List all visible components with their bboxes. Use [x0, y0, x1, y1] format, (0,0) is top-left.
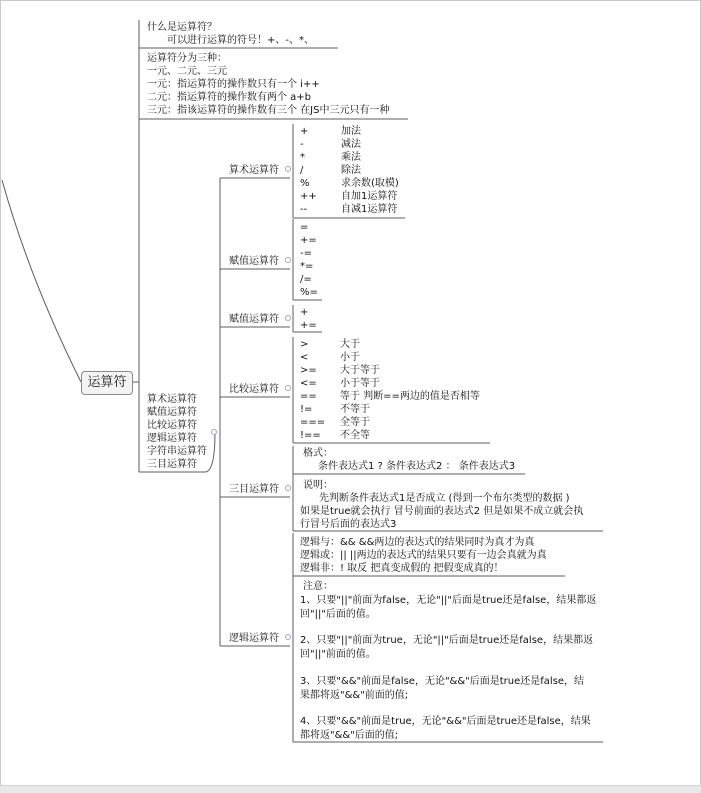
- collapse-dot-categories[interactable]: [211, 429, 217, 435]
- assign-op: /=: [300, 274, 312, 285]
- collapse-dot-ternary[interactable]: [285, 485, 291, 491]
- root-node[interactable]: 运算符: [81, 371, 133, 395]
- assign1-node[interactable]: 赋值运算符: [229, 256, 279, 267]
- compare-desc: 全等于: [340, 417, 370, 428]
- intro-kinds-4: 三元：指该运算符的操作数有三个 在JS中三元只有一种: [147, 105, 390, 116]
- compare-op: >: [300, 339, 309, 350]
- logic-note-line: 回"||"前面的值。: [300, 649, 376, 660]
- compare-desc: 大于等于: [340, 365, 380, 376]
- category-item[interactable]: 算术运算符: [147, 394, 197, 405]
- logic-node[interactable]: 逻辑运算符: [229, 633, 279, 644]
- arith-op: *: [300, 152, 305, 163]
- logic-note-line: 1、只要"||"前面为false，无论"||"后面是true还是false，结果都返: [300, 595, 597, 606]
- root-left-curve: [2, 180, 81, 382]
- arith-op: -: [300, 139, 304, 150]
- logic-note-line: 回"||"后面的值。: [300, 609, 376, 620]
- compare-desc: 小于: [340, 352, 360, 363]
- category-item[interactable]: 赋值运算符: [147, 407, 197, 418]
- logic-def-not: 逻辑非：! 取反 把真变成假的 把假变成真的！: [300, 563, 504, 574]
- intro-kinds-1: 一元、二元、三元: [147, 66, 227, 77]
- category-item[interactable]: 比较运算符: [147, 420, 197, 431]
- logic-note-line: 3、只要"&&"前面是false，无论"&&"后面是true还是false，结: [300, 676, 585, 687]
- ternary-node[interactable]: 三目运算符: [229, 484, 279, 495]
- arith-desc: 减法: [341, 139, 361, 150]
- logic-note-line: 都将返"&&"后面的值;: [300, 730, 399, 741]
- logic-note-line: 2、只要"||"前面为true，无论"||"后面是true还是false，结果都返: [300, 635, 594, 646]
- collapse-dot-logic[interactable]: [285, 634, 291, 640]
- compare-op: ==: [300, 391, 317, 402]
- arith-desc: 乘法: [341, 152, 361, 163]
- collapse-dot-compare[interactable]: [285, 385, 291, 391]
- assign-op: +: [300, 307, 309, 318]
- compare-op: <: [300, 352, 309, 363]
- category-item[interactable]: 逻辑运算符: [147, 433, 197, 444]
- category-item[interactable]: 字符串运算符: [147, 446, 207, 457]
- arith-desc: 自减1运算符: [341, 204, 398, 215]
- category-item[interactable]: 三目运算符: [147, 459, 197, 470]
- arith-op: --: [300, 204, 308, 215]
- intro-kinds-3: 二元：指运算符的操作数有两个 a+b: [147, 92, 312, 103]
- logic-def-or: 逻辑或：|| ||两边的表达式的结果只要有一边会真就为真: [300, 550, 547, 561]
- arith-desc: 加法: [341, 126, 361, 137]
- assign2-node[interactable]: 赋值运算符: [229, 314, 279, 325]
- ternary-format-text: 条件表达式1 ? 条件表达式2 ： 条件表达式3: [318, 461, 516, 472]
- arith-op: ++: [300, 191, 317, 202]
- logic-note-line: 果都将返"&&"前面的值;: [300, 690, 409, 701]
- compare-desc: 小于等于: [340, 378, 380, 389]
- assign-op: +=: [300, 320, 317, 331]
- assign-op: %=: [300, 287, 318, 298]
- intro-kinds-2: 一元：指运算符的操作数只有一个 i++: [147, 79, 320, 90]
- ternary-explain-title: 说明：: [303, 480, 333, 491]
- intro-what-title: 什么是运算符？: [147, 22, 217, 33]
- compare-op: !==: [300, 430, 321, 441]
- arith-node[interactable]: 算术运算符: [229, 165, 279, 176]
- compare-op: !=: [300, 404, 313, 415]
- collapse-dot-arith[interactable]: [285, 166, 291, 172]
- arith-desc: 自加1运算符: [341, 191, 398, 202]
- arith-op: /: [300, 165, 304, 176]
- arith-op: +: [300, 126, 309, 137]
- ternary-explain-line: 行冒号后面的表达式3: [300, 519, 397, 530]
- ternary-explain-line: 如果是true就会执行 冒号前面的表达式2 但是如果不成立就会执: [300, 506, 584, 517]
- compare-desc: 不全等: [340, 430, 370, 441]
- logic-note-line: 注意：: [303, 581, 333, 592]
- compare-desc: 等于 判断==两边的值是否相等: [340, 391, 480, 402]
- collapse-dot-assign1[interactable]: [285, 257, 291, 263]
- intro-what-text: 可以进行运算的符号！+、-、*、: [167, 35, 314, 46]
- arith-desc: 求余数(取模): [341, 178, 399, 189]
- ternary-format-title: 格式：: [303, 448, 333, 459]
- assign-op: *=: [300, 261, 314, 272]
- collapse-dot-assign2[interactable]: [285, 315, 291, 321]
- compare-desc: 大于: [340, 339, 360, 350]
- compare-op: <=: [300, 378, 317, 389]
- assign-op: =: [300, 222, 309, 233]
- assign-op: +=: [300, 235, 317, 246]
- intro-kinds-0: 运算符分为三种：: [147, 53, 227, 64]
- arith-desc: 除法: [341, 165, 361, 176]
- compare-node[interactable]: 比较运算符: [229, 384, 279, 395]
- compare-op: >=: [300, 365, 317, 376]
- assign-op: -=: [300, 248, 312, 259]
- arith-op: %: [300, 178, 310, 189]
- compare-op: ===: [300, 417, 326, 428]
- ternary-explain-line: 先判断条件表达式1是否成立 (得到一个布尔类型的数据 ): [319, 493, 570, 504]
- logic-def-and: 逻辑与：&& &&两边的表达式的结果同时为真才为真: [300, 537, 535, 548]
- logic-note-line: 4、只要"&&"前面是true，无论"&&"后面是true还是false，结果: [300, 716, 591, 727]
- compare-desc: 不等于: [340, 404, 370, 415]
